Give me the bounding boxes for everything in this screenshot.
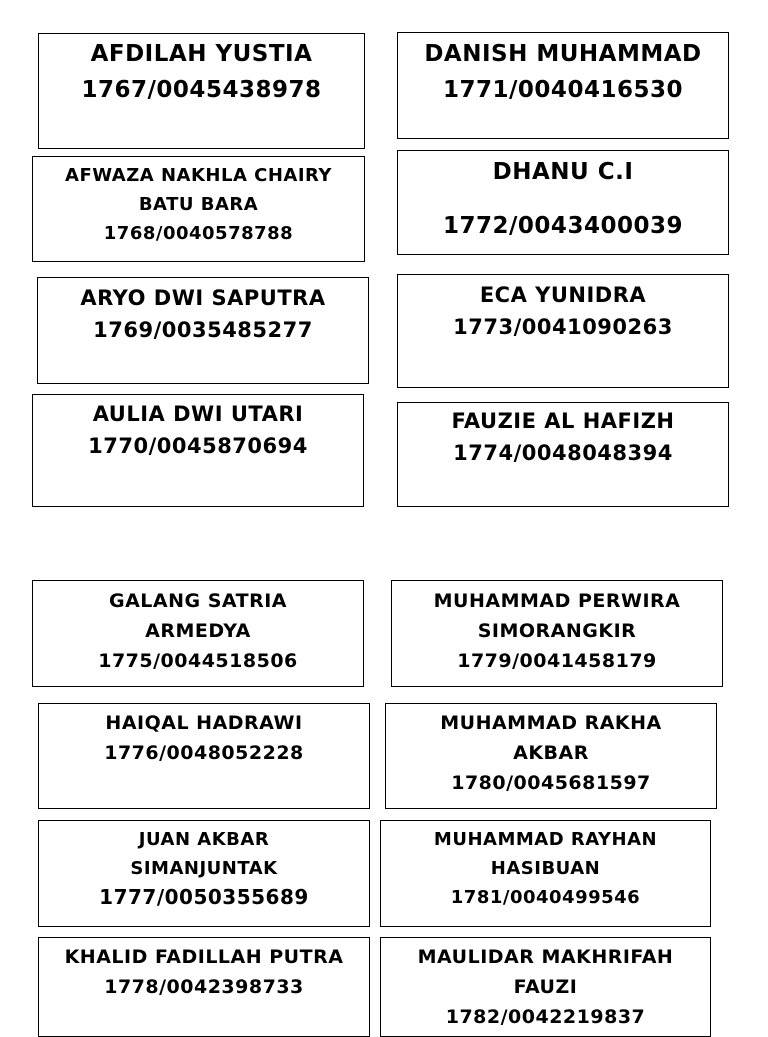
student-name-line2: BATU BARA xyxy=(138,194,259,215)
name-label-card xyxy=(391,580,723,687)
student-id: 1781/0040499546 xyxy=(450,887,641,908)
student-name: FAUZIE AL HAFIZH xyxy=(451,409,675,433)
student-id: 1775/0044518506 xyxy=(98,650,298,672)
name-label-card xyxy=(32,394,364,507)
student-id: 1774/0048048394 xyxy=(453,441,673,465)
student-name-line2: SIMANJUNTAK xyxy=(130,858,278,879)
student-name-line1: MUHAMMAD RAYHAN xyxy=(433,829,658,850)
name-label-card xyxy=(397,32,729,139)
student-id: 1771/0040416530 xyxy=(443,77,683,103)
student-id: 1773/0041090263 xyxy=(453,315,673,339)
student-name-line1: JUAN AKBAR xyxy=(138,829,270,850)
student-name: HAIQAL HADRAWI xyxy=(105,712,303,734)
name-label-card xyxy=(38,33,365,149)
student-name: AFDILAH YUSTIA xyxy=(90,41,313,67)
name-label-card xyxy=(397,274,729,388)
name-label-card xyxy=(38,703,370,809)
student-name-line1: MUHAMMAD RAKHA xyxy=(440,712,662,734)
name-label-card xyxy=(38,820,370,927)
student-name-line2: FAUZI xyxy=(513,976,578,998)
student-name-line2: AKBAR xyxy=(513,742,589,764)
student-name-line2: HASIBUAN xyxy=(490,858,601,879)
name-label-card xyxy=(32,580,364,687)
name-label-card xyxy=(380,820,711,927)
student-id: 1769/0035485277 xyxy=(93,318,313,342)
name-label-card xyxy=(32,156,365,262)
student-name: KHALID FADILLAH PUTRA xyxy=(64,946,344,968)
student-id: 1770/0045870694 xyxy=(88,434,308,458)
name-label-card xyxy=(397,402,729,507)
student-name-line2: SIMORANGKIR xyxy=(477,620,637,642)
student-name: AULIA DWI UTARI xyxy=(92,402,304,426)
student-id: 1780/0045681597 xyxy=(451,772,651,794)
student-id: 1777/0050355689 xyxy=(99,885,309,909)
student-id: 1767/0045438978 xyxy=(81,77,322,103)
student-id: 1782/0042219837 xyxy=(445,1006,646,1028)
student-id: 1778/0042398733 xyxy=(104,976,304,998)
student-name-line1: MAULIDAR MAKHRIFAH xyxy=(417,946,674,968)
name-label-card xyxy=(37,277,369,384)
student-name: DHANU C.I xyxy=(492,159,634,185)
name-label-card xyxy=(380,937,711,1037)
student-name-line2: ARMEDYA xyxy=(145,620,251,642)
student-name-line1: GALANG SATRIA xyxy=(108,590,287,612)
student-name-line1: MUHAMMAD PERWIRA xyxy=(433,590,681,612)
name-label-card xyxy=(397,150,729,255)
student-name: ECA YUNIDRA xyxy=(479,283,647,307)
student-id: 1772/0043400039 xyxy=(443,213,683,239)
student-id: 1776/0048052228 xyxy=(104,742,304,764)
student-name: ARYO DWI SAPUTRA xyxy=(80,286,326,310)
name-label-card xyxy=(38,937,370,1037)
student-name: DANISH MUHAMMAD xyxy=(424,41,702,67)
student-id: 1779/0041458179 xyxy=(457,650,657,672)
student-id: 1768/0040578788 xyxy=(103,223,294,244)
name-label-card xyxy=(385,703,717,809)
student-name-line1: AFWAZA NAKHLA CHAIRY xyxy=(65,165,332,186)
